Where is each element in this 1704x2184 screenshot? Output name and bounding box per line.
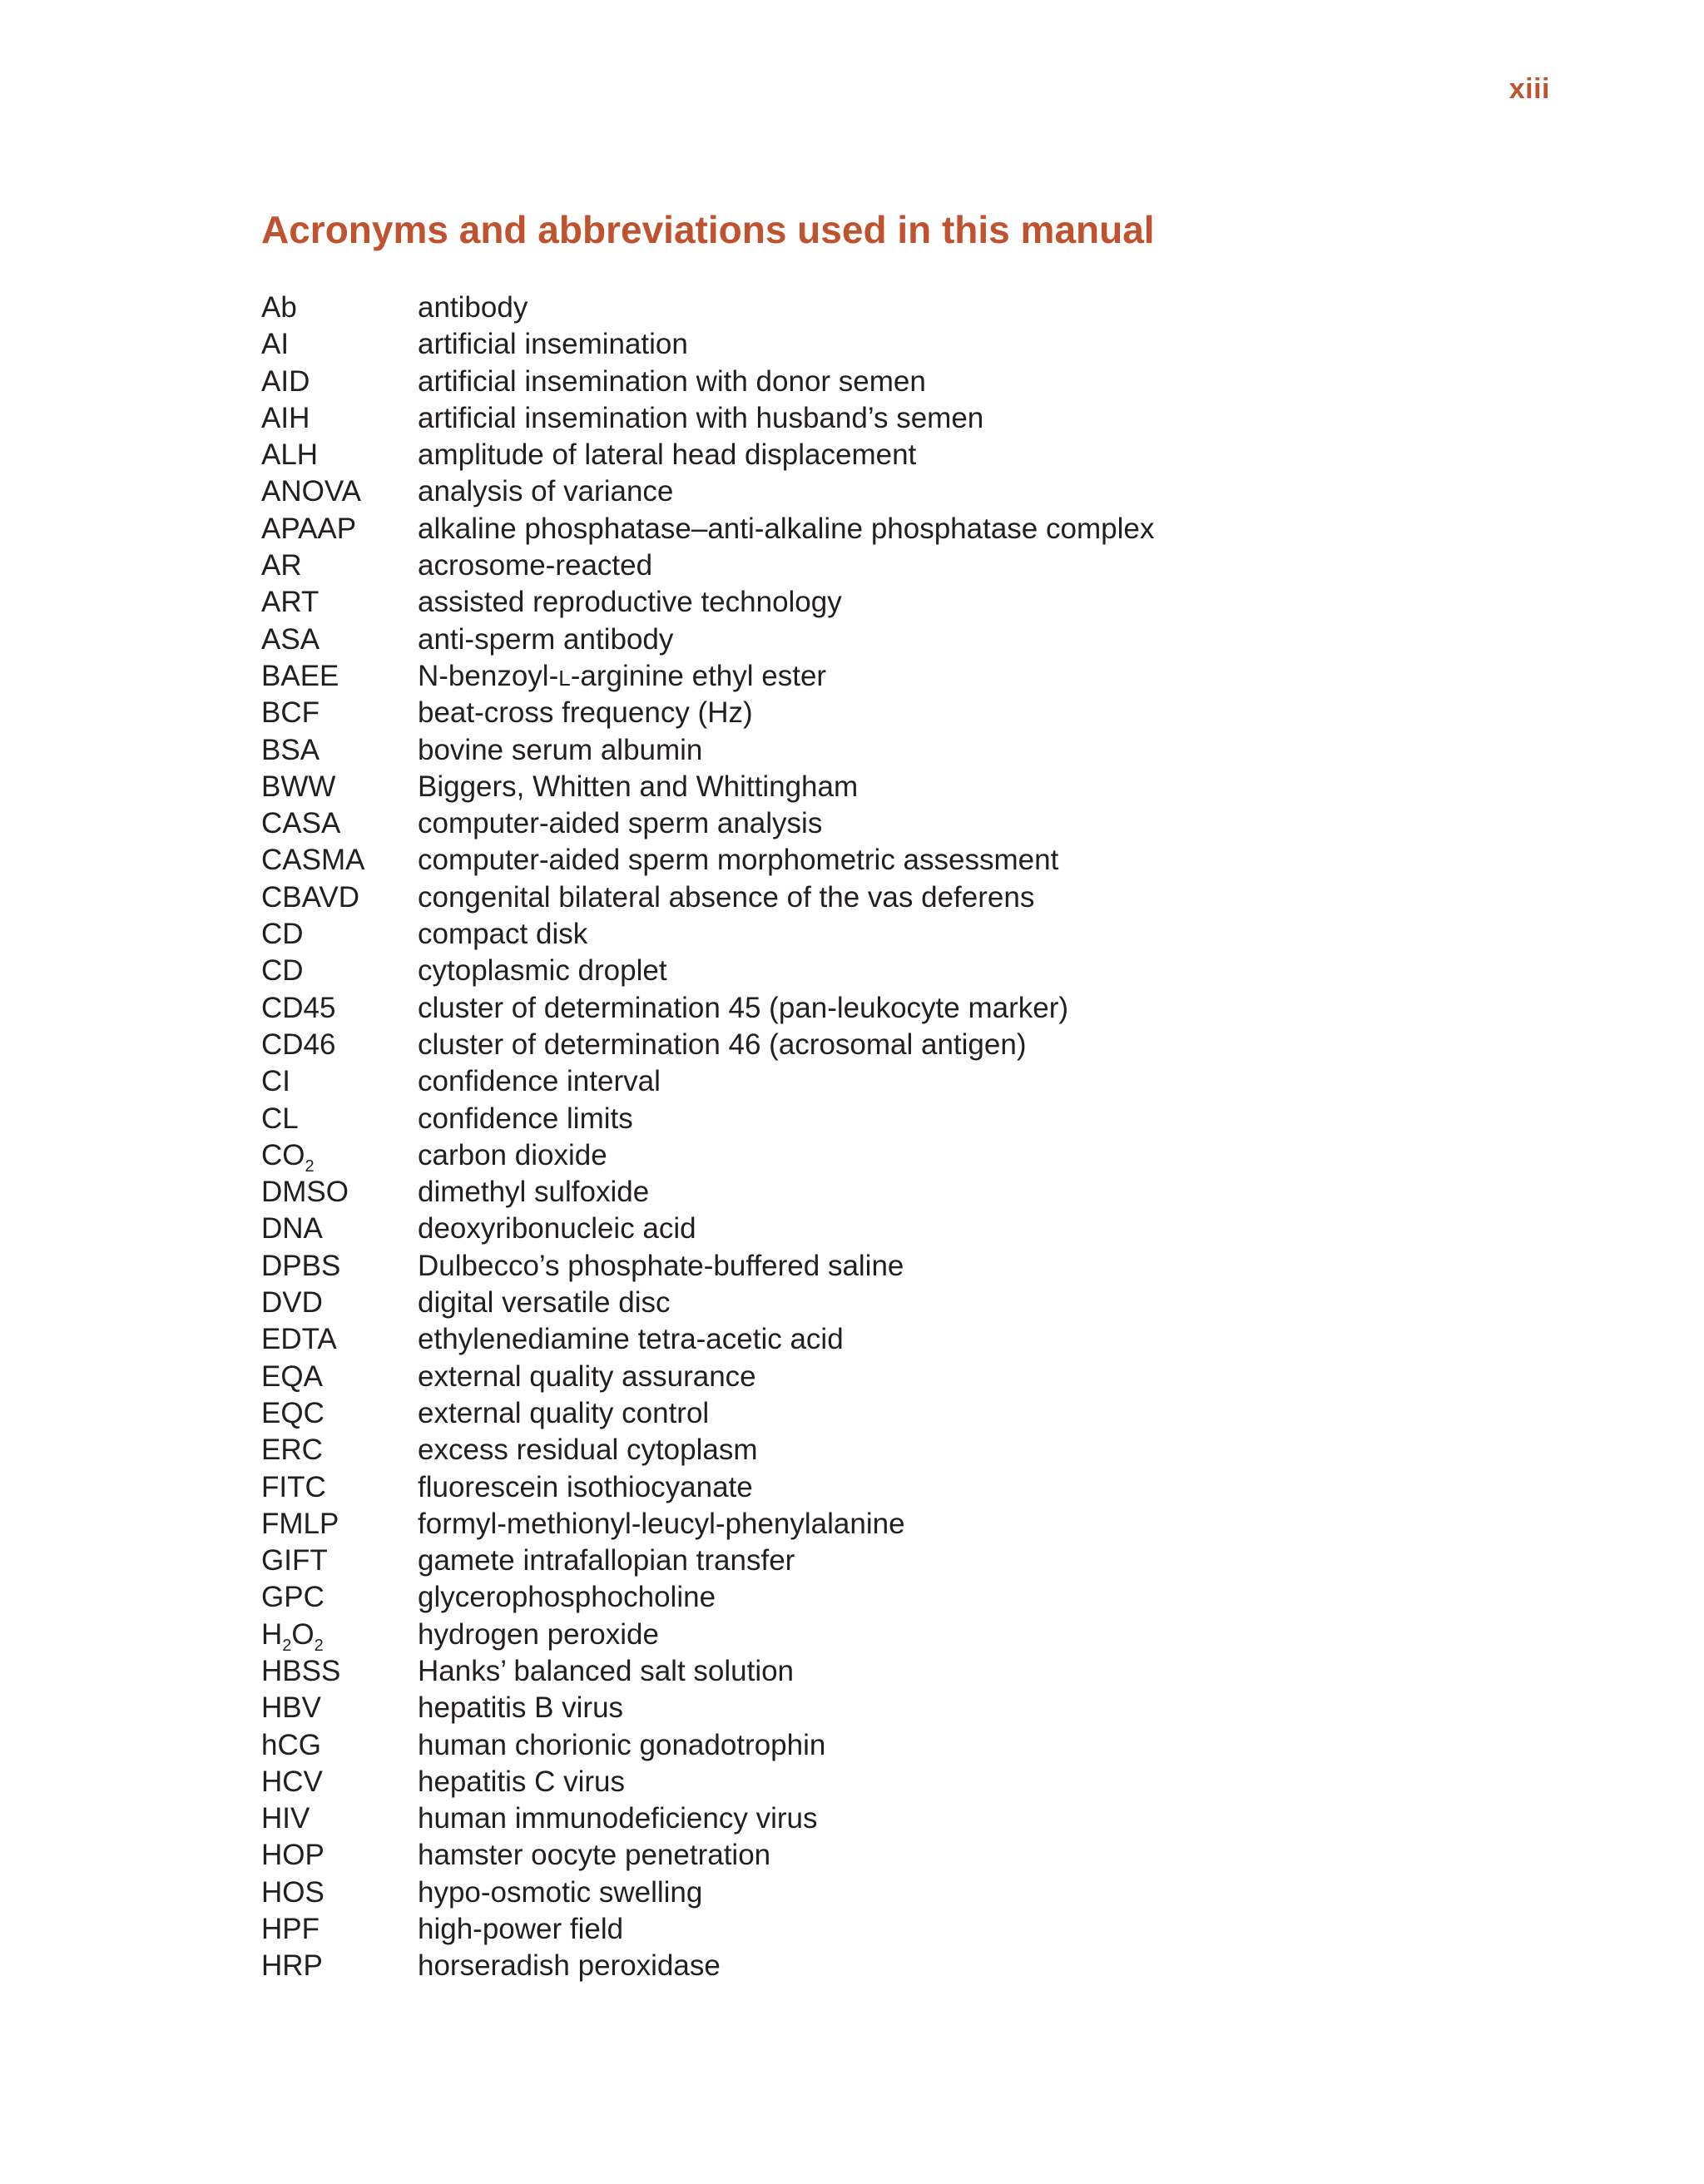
- definition: anti-sperm antibody: [418, 622, 674, 656]
- definition: cytoplasmic droplet: [418, 954, 667, 988]
- list-item: [261, 1727, 1154, 1764]
- definition: dimethyl sulfoxide: [418, 1176, 650, 1209]
- abbreviation: CL: [261, 1102, 299, 1135]
- abbreviation: CO $_2$: [261, 1138, 315, 1176]
- list-item: [261, 1395, 1154, 1432]
- list-item: [261, 1911, 1154, 1948]
- abbreviation-list: [261, 290, 1154, 1985]
- list-item: [261, 916, 1154, 953]
- abbreviation: HCV: [261, 1765, 323, 1798]
- list-item: [261, 584, 1154, 621]
- abbreviation-text: O: [291, 1617, 315, 1651]
- list-item: [261, 511, 1154, 547]
- list-item: [261, 953, 1154, 989]
- definition: Dulbecco’s phosphate-buffered saline: [418, 1249, 904, 1282]
- abbreviation: DVD: [261, 1286, 323, 1320]
- definition: congenital bilateral absence of the vas deferens: [418, 880, 1035, 914]
- abbreviation: HRP: [261, 1949, 323, 1983]
- page-number: xiii: [1508, 73, 1550, 105]
- abbreviation: EDTA: [261, 1323, 337, 1356]
- list-item: [261, 1321, 1154, 1358]
- list-item: [261, 842, 1154, 879]
- abbreviation: DPBS: [261, 1249, 341, 1282]
- abbreviation: CBAVD: [261, 880, 359, 914]
- abbreviation: GIFT: [261, 1544, 328, 1577]
- abbreviation: ASA: [261, 622, 320, 656]
- definition: glycerophosphocholine: [418, 1581, 716, 1614]
- list-item: [261, 290, 1154, 326]
- list-item: [261, 622, 1154, 658]
- definition-text: N-benzoyl-: [418, 659, 559, 692]
- abbreviation: CASMA: [261, 844, 365, 877]
- list-item: [261, 1285, 1154, 1321]
- definition: assisted reproductive technology: [418, 586, 842, 619]
- abbreviation-text: CO: [261, 1138, 305, 1171]
- abbreviation: H $_2$ O $_2$: [261, 1617, 324, 1655]
- abbreviation: AID: [261, 364, 310, 398]
- definition: confidence interval: [418, 1065, 661, 1098]
- list-item: [261, 1800, 1154, 1837]
- definition: hamster oocyte penetration: [418, 1839, 771, 1872]
- list-item: [261, 769, 1154, 805]
- list-item: [261, 1027, 1154, 1063]
- definition: Hanks’ balanced salt solution: [418, 1654, 795, 1687]
- definition: cluster of determination 45 (pan-leukocyte marker): [418, 991, 1069, 1024]
- list-item: [261, 1432, 1154, 1468]
- list-item: [261, 1063, 1154, 1100]
- list-item: [261, 400, 1154, 437]
- definition: carbon dioxide: [418, 1138, 607, 1171]
- abbreviation: CD: [261, 918, 304, 951]
- definition-text: L: [558, 665, 571, 691]
- list-item: [261, 1653, 1154, 1690]
- list-item: [261, 1948, 1154, 1984]
- abbreviation: CD45: [261, 991, 336, 1024]
- definition-text: -arginine ethyl ester: [570, 659, 827, 692]
- definition: computer-aided sperm morphometric assessment: [418, 844, 1059, 877]
- definition: hepatitis C virus: [418, 1765, 625, 1798]
- definition: gamete intrafallopian transfer: [418, 1544, 795, 1577]
- definition: hepatitis B virus: [418, 1691, 624, 1725]
- abbreviation: CI: [261, 1065, 290, 1098]
- abbreviation: DNA: [261, 1212, 323, 1246]
- list-item: [261, 1874, 1154, 1911]
- definition: ethylenediamine tetra-acetic acid: [418, 1323, 844, 1356]
- definition: hypo-osmotic swelling: [418, 1875, 703, 1909]
- abbreviation: CD: [261, 954, 304, 988]
- abbreviation: AIH: [261, 401, 310, 434]
- list-item: [261, 1101, 1154, 1137]
- list-item: [261, 1579, 1154, 1616]
- list-item: [261, 805, 1154, 842]
- definition: external quality control: [418, 1396, 710, 1429]
- abbreviation: HPF: [261, 1913, 320, 1946]
- abbreviation: ERC: [261, 1434, 323, 1467]
- abbreviation: BWW: [261, 770, 336, 803]
- list-item: [261, 326, 1154, 363]
- abbreviation: EQA: [261, 1359, 323, 1393]
- definition: [418, 658, 1154, 696]
- abbreviation: ALH: [261, 438, 319, 472]
- list-item: [261, 1764, 1154, 1800]
- list-item: [261, 1690, 1154, 1726]
- list-item: [261, 547, 1154, 584]
- abbreviation: HOP: [261, 1839, 324, 1872]
- abbreviation: FITC: [261, 1470, 326, 1503]
- abbreviation: EQC: [261, 1396, 324, 1429]
- abbreviation: HOS: [261, 1875, 324, 1909]
- definition: artificial insemination: [418, 328, 688, 361]
- definition: beat-cross frequency (Hz): [418, 696, 753, 730]
- abbreviation: BSA: [261, 733, 320, 766]
- definition: cluster of determination 46 (acrosomal antigen): [418, 1028, 1027, 1061]
- abbreviation: APAAP: [261, 512, 357, 545]
- abbreviation: hCG: [261, 1728, 321, 1761]
- abbreviation: HIV: [261, 1802, 310, 1835]
- definition: bovine serum albumin: [418, 733, 703, 766]
- abbreviation: DMSO: [261, 1176, 349, 1209]
- abbreviation: FMLP: [261, 1507, 339, 1540]
- list-item: [261, 473, 1154, 510]
- list-item: [261, 1248, 1154, 1285]
- list-item: [261, 1211, 1154, 1247]
- abbreviation-text: H: [261, 1617, 283, 1651]
- definition: excess residual cytoplasm: [418, 1434, 758, 1467]
- abbreviation: GPC: [261, 1581, 324, 1614]
- abbreviation: ART: [261, 586, 320, 619]
- definition: artificial insemination with husband’s semen: [418, 401, 984, 434]
- page-title: Acronyms and abbreviations used in this manual: [261, 208, 1155, 251]
- list-item: [261, 1174, 1154, 1211]
- definition: human immunodeficiency virus: [418, 1802, 818, 1835]
- abbreviation: AR: [261, 549, 302, 582]
- definition: Biggers, Whitten and Whittingham: [418, 770, 859, 803]
- list-item: [261, 732, 1154, 769]
- definition: acrosome-reacted: [418, 549, 653, 582]
- abbreviation: BCF: [261, 696, 320, 730]
- list-item: [261, 1359, 1154, 1395]
- abbreviation: CASA: [261, 807, 341, 840]
- definition: amplitude of lateral head displacement: [418, 438, 917, 472]
- definition: high-power field: [418, 1913, 624, 1946]
- definition: alkaline phosphatase–anti-alkaline phosphatase complex: [418, 512, 1155, 545]
- list-item: [261, 879, 1154, 916]
- definition: hydrogen peroxide: [418, 1617, 659, 1651]
- abbreviation: Ab: [261, 291, 297, 324]
- abbreviation: ANOVA: [261, 475, 361, 508]
- list-item: [261, 1506, 1154, 1543]
- definition: compact disk: [418, 918, 588, 951]
- list-item: [261, 1543, 1154, 1579]
- list-item: [261, 1137, 1154, 1174]
- abbreviation: AI: [261, 328, 290, 361]
- definition: horseradish peroxidase: [418, 1949, 721, 1983]
- definition: human chorionic gonadotrophin: [418, 1728, 826, 1761]
- list-item: [261, 658, 1154, 695]
- list-item: [261, 1469, 1154, 1506]
- definition: fluorescein isothiocyanate: [418, 1470, 753, 1503]
- abbreviation: CD46: [261, 1028, 336, 1061]
- abbreviation: BAEE: [261, 659, 339, 692]
- definition: digital versatile disc: [418, 1286, 671, 1320]
- definition: formyl-methionyl-leucyl-phenylalanine: [418, 1507, 905, 1540]
- list-item: [261, 437, 1154, 473]
- list-item: [261, 990, 1154, 1027]
- definition: analysis of variance: [418, 475, 674, 508]
- definition: deoxyribonucleic acid: [418, 1212, 696, 1246]
- list-item: [261, 695, 1154, 731]
- definition: artificial insemination with donor semen: [418, 364, 926, 398]
- abbreviation: HBV: [261, 1691, 321, 1725]
- list-item: [261, 1837, 1154, 1874]
- definition: antibody: [418, 291, 528, 324]
- list-item: [261, 364, 1154, 400]
- list-item: [261, 1617, 1154, 1653]
- definition: external quality assurance: [418, 1359, 756, 1393]
- abbreviation: HBSS: [261, 1654, 341, 1687]
- definition: computer-aided sperm analysis: [418, 807, 823, 840]
- definition: confidence limits: [418, 1102, 633, 1135]
